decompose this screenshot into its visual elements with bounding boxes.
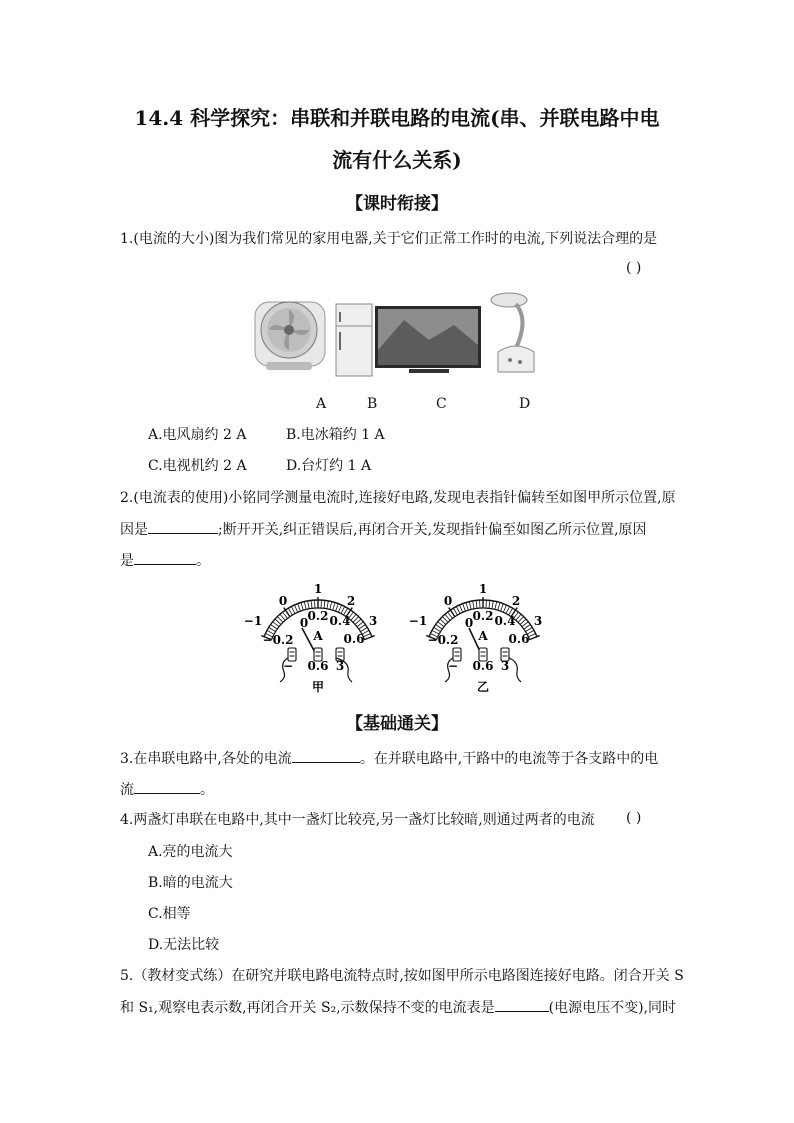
scale-tick xyxy=(351,614,356,620)
q1-answer-paren: ( ) xyxy=(626,260,642,276)
q1-option-b: B.电冰箱约 1 A xyxy=(286,427,385,443)
scale-tick xyxy=(275,619,281,624)
scale-tick xyxy=(298,604,301,611)
image-label-b: B xyxy=(367,396,378,412)
electric-fan-image xyxy=(255,302,325,370)
scale-tick xyxy=(291,606,295,613)
q2-answer-blank-1[interactable] xyxy=(148,519,218,534)
scale-tick xyxy=(308,601,309,609)
scale-label-3a: 2 xyxy=(511,594,521,608)
scale-tick xyxy=(445,614,450,620)
lead-wire xyxy=(509,658,521,682)
scale-tick xyxy=(338,605,341,612)
figure-caption-jia: 甲 xyxy=(311,680,325,694)
scale-label-0-6a: 0.6 xyxy=(508,632,530,646)
scale-label-0-6a: −0.2 xyxy=(427,633,459,647)
ammeter-figures xyxy=(240,578,550,696)
figure-caption-yi: 乙 xyxy=(476,680,490,694)
scale-tick xyxy=(364,636,374,640)
ammeter-jia xyxy=(244,582,377,694)
appliances-figure xyxy=(254,290,544,380)
desk-lamp-image xyxy=(491,293,534,372)
scale-tick xyxy=(492,601,493,609)
scale-tick xyxy=(522,622,528,627)
scale-tick xyxy=(301,603,303,611)
scale-label-3a: −1 xyxy=(243,614,263,628)
scale-tick xyxy=(355,619,361,624)
scale-tick xyxy=(434,627,441,631)
unit-label: A xyxy=(478,629,488,643)
unit-label: A xyxy=(313,629,323,643)
television-image xyxy=(375,306,481,373)
scale-tick xyxy=(311,600,312,608)
scale-tick xyxy=(469,602,471,610)
q3-line1-lead: 3.在串联电路中,各处的电流 xyxy=(120,751,292,767)
scale-label-3a: 3 xyxy=(368,614,378,628)
q5-line1: 5.（教材变式练）在研究并联电路电流特点时,按如图甲所示电路图连接好电路。闭合开关 S xyxy=(120,968,684,984)
q5-line2-lead: 和 S₁,观察电表示数,再闭合开关 S₂,示数保持不变的电流表是 xyxy=(120,1000,495,1016)
scale-tick xyxy=(442,617,448,623)
scale-tick xyxy=(273,622,279,627)
scale-label-3a: 0 xyxy=(443,594,453,608)
q4-option-c: C.相等 xyxy=(148,906,191,922)
scale-tick xyxy=(341,606,345,613)
scale-tick xyxy=(466,603,468,611)
q1-option-c: C.电视机约 2 A xyxy=(148,458,247,474)
scale-tick xyxy=(520,619,526,624)
scale-tick xyxy=(269,627,276,631)
ammeter-yi xyxy=(409,582,542,694)
terminal-label: 0.6 xyxy=(472,659,494,673)
image-label-d: D xyxy=(519,396,531,412)
q3-line1-rest: 。在并联电路中,干路中的电流等于各支路中的电 xyxy=(359,751,659,767)
scale-label-3a: 2 xyxy=(346,594,356,608)
scale-label-0-6a: 0.6 xyxy=(343,632,365,646)
q4-answer-paren: ( ) xyxy=(626,810,642,826)
scale-tick xyxy=(360,627,367,631)
scale-tick xyxy=(277,617,283,623)
scale-tick xyxy=(440,619,446,624)
scale-tick xyxy=(503,605,506,612)
q2-answer-blank-2[interactable] xyxy=(134,550,196,565)
scale-tick xyxy=(516,614,521,620)
scale-tick xyxy=(324,600,325,608)
scale-label-0-6a: 0.2 xyxy=(307,609,329,623)
q2-line3-lead: 是 xyxy=(120,553,134,569)
scale-tick xyxy=(436,625,443,630)
page-title-line2: 流有什么关系) xyxy=(332,148,462,172)
scale-tick xyxy=(495,602,497,610)
scale-label-3a: 1 xyxy=(478,582,488,596)
scale-label-0-6a: 0.2 xyxy=(472,609,494,623)
terminal-label: − xyxy=(282,659,294,673)
scale-label-3a: 3 xyxy=(533,614,543,628)
q4-option-d: D.无法比较 xyxy=(148,937,220,953)
scale-label-3a: −1 xyxy=(408,614,428,628)
page-title-line1: 14.4 科学探究：串联和并联电路的电流(串、并联电路中电 xyxy=(134,106,660,130)
q3-line2 xyxy=(120,779,214,800)
q5-line2 xyxy=(120,997,676,1018)
scale-label-0-6a: 0.4 xyxy=(494,614,516,628)
scale-tick xyxy=(333,603,335,611)
scale-tick xyxy=(473,601,474,609)
scale-tick xyxy=(476,600,477,608)
q5-line2-rest: (电源电压不变),同时 xyxy=(548,1000,677,1016)
scale-tick xyxy=(359,625,366,630)
q2-line1: 2.(电流表的使用)小铭同学测量电流时,连接好电路,发现电表指针偏转至如图甲所示位置,原 xyxy=(120,490,676,506)
q1-stem: 1.(电流的大小)图为我们常见的家用电器,关于它们正常工作时的电流,下列说法合理的是 xyxy=(120,231,658,247)
scale-tick xyxy=(330,602,332,610)
terminal-label: 0.6 xyxy=(307,659,329,673)
q2-line2-rest: ;断开开关,纠正错误后,再闭合开关,发现指针偏至如图乙所示位置,原因 xyxy=(218,522,647,538)
scale-tick xyxy=(525,627,532,631)
scale-label-0-6a: 0.4 xyxy=(329,614,351,628)
scale-tick xyxy=(294,605,297,612)
scale-tick xyxy=(489,600,490,608)
q5-answer-blank-1[interactable] xyxy=(495,997,549,1012)
scale-label-0-6a: 0 xyxy=(464,616,474,630)
refrigerator-image xyxy=(336,304,372,376)
scale-tick xyxy=(271,625,278,630)
scale-label-0-6a: 0 xyxy=(299,616,309,630)
image-label-c: C xyxy=(436,396,447,412)
scale-tick xyxy=(524,625,531,630)
q4-stem: 4.两盏灯串联在电路中,其中一盏灯比较亮,另一盏灯比较暗,则通过两者的电流 xyxy=(120,812,595,828)
q1-option-a: A.电风扇约 2 A xyxy=(148,427,247,443)
q2-line2-lead: 因是 xyxy=(120,522,148,538)
scale-tick xyxy=(459,605,462,612)
q3-line2-lead: 流 xyxy=(120,782,134,798)
scale-tick xyxy=(438,622,444,627)
scale-tick xyxy=(336,604,339,611)
scale-label-3a: 0 xyxy=(278,594,288,608)
terminal-label: 3 xyxy=(335,659,345,673)
scale-tick xyxy=(280,614,285,620)
scale-tick xyxy=(353,617,359,623)
terminal-label: 3 xyxy=(500,659,510,673)
q3-line2-end: 。 xyxy=(200,782,214,798)
scale-tick xyxy=(463,604,466,611)
q2-line3-end: 。 xyxy=(196,553,210,569)
scale-tick xyxy=(501,604,504,611)
q3-answer-blank-2[interactable] xyxy=(134,779,200,794)
scale-tick xyxy=(518,617,524,623)
scale-tick xyxy=(357,622,363,627)
scale-tick xyxy=(456,606,460,613)
scale-tick xyxy=(304,602,306,610)
q4-option-a: A.亮的电流大 xyxy=(148,844,233,860)
q1-option-d: D.台灯约 1 A xyxy=(286,458,372,474)
image-label-a: A xyxy=(316,396,327,412)
scale-tick xyxy=(529,636,539,640)
q3-line1 xyxy=(120,748,658,769)
q2-line2 xyxy=(120,519,647,540)
scale-tick xyxy=(506,606,510,613)
scale-tick xyxy=(498,603,500,611)
scale-label-3a: 1 xyxy=(313,582,323,596)
terminal-label: − xyxy=(447,659,459,673)
section-heading-basics: 【基础通关】 xyxy=(346,714,448,734)
q4-option-b: B.暗的电流大 xyxy=(148,875,233,891)
q3-answer-blank-1[interactable] xyxy=(292,748,360,763)
scale-tick xyxy=(327,601,328,609)
scale-label-0-6a: −0.2 xyxy=(262,633,294,647)
section-heading-lesson-link: 【课时衔接】 xyxy=(346,194,448,214)
q2-line3 xyxy=(120,550,210,571)
